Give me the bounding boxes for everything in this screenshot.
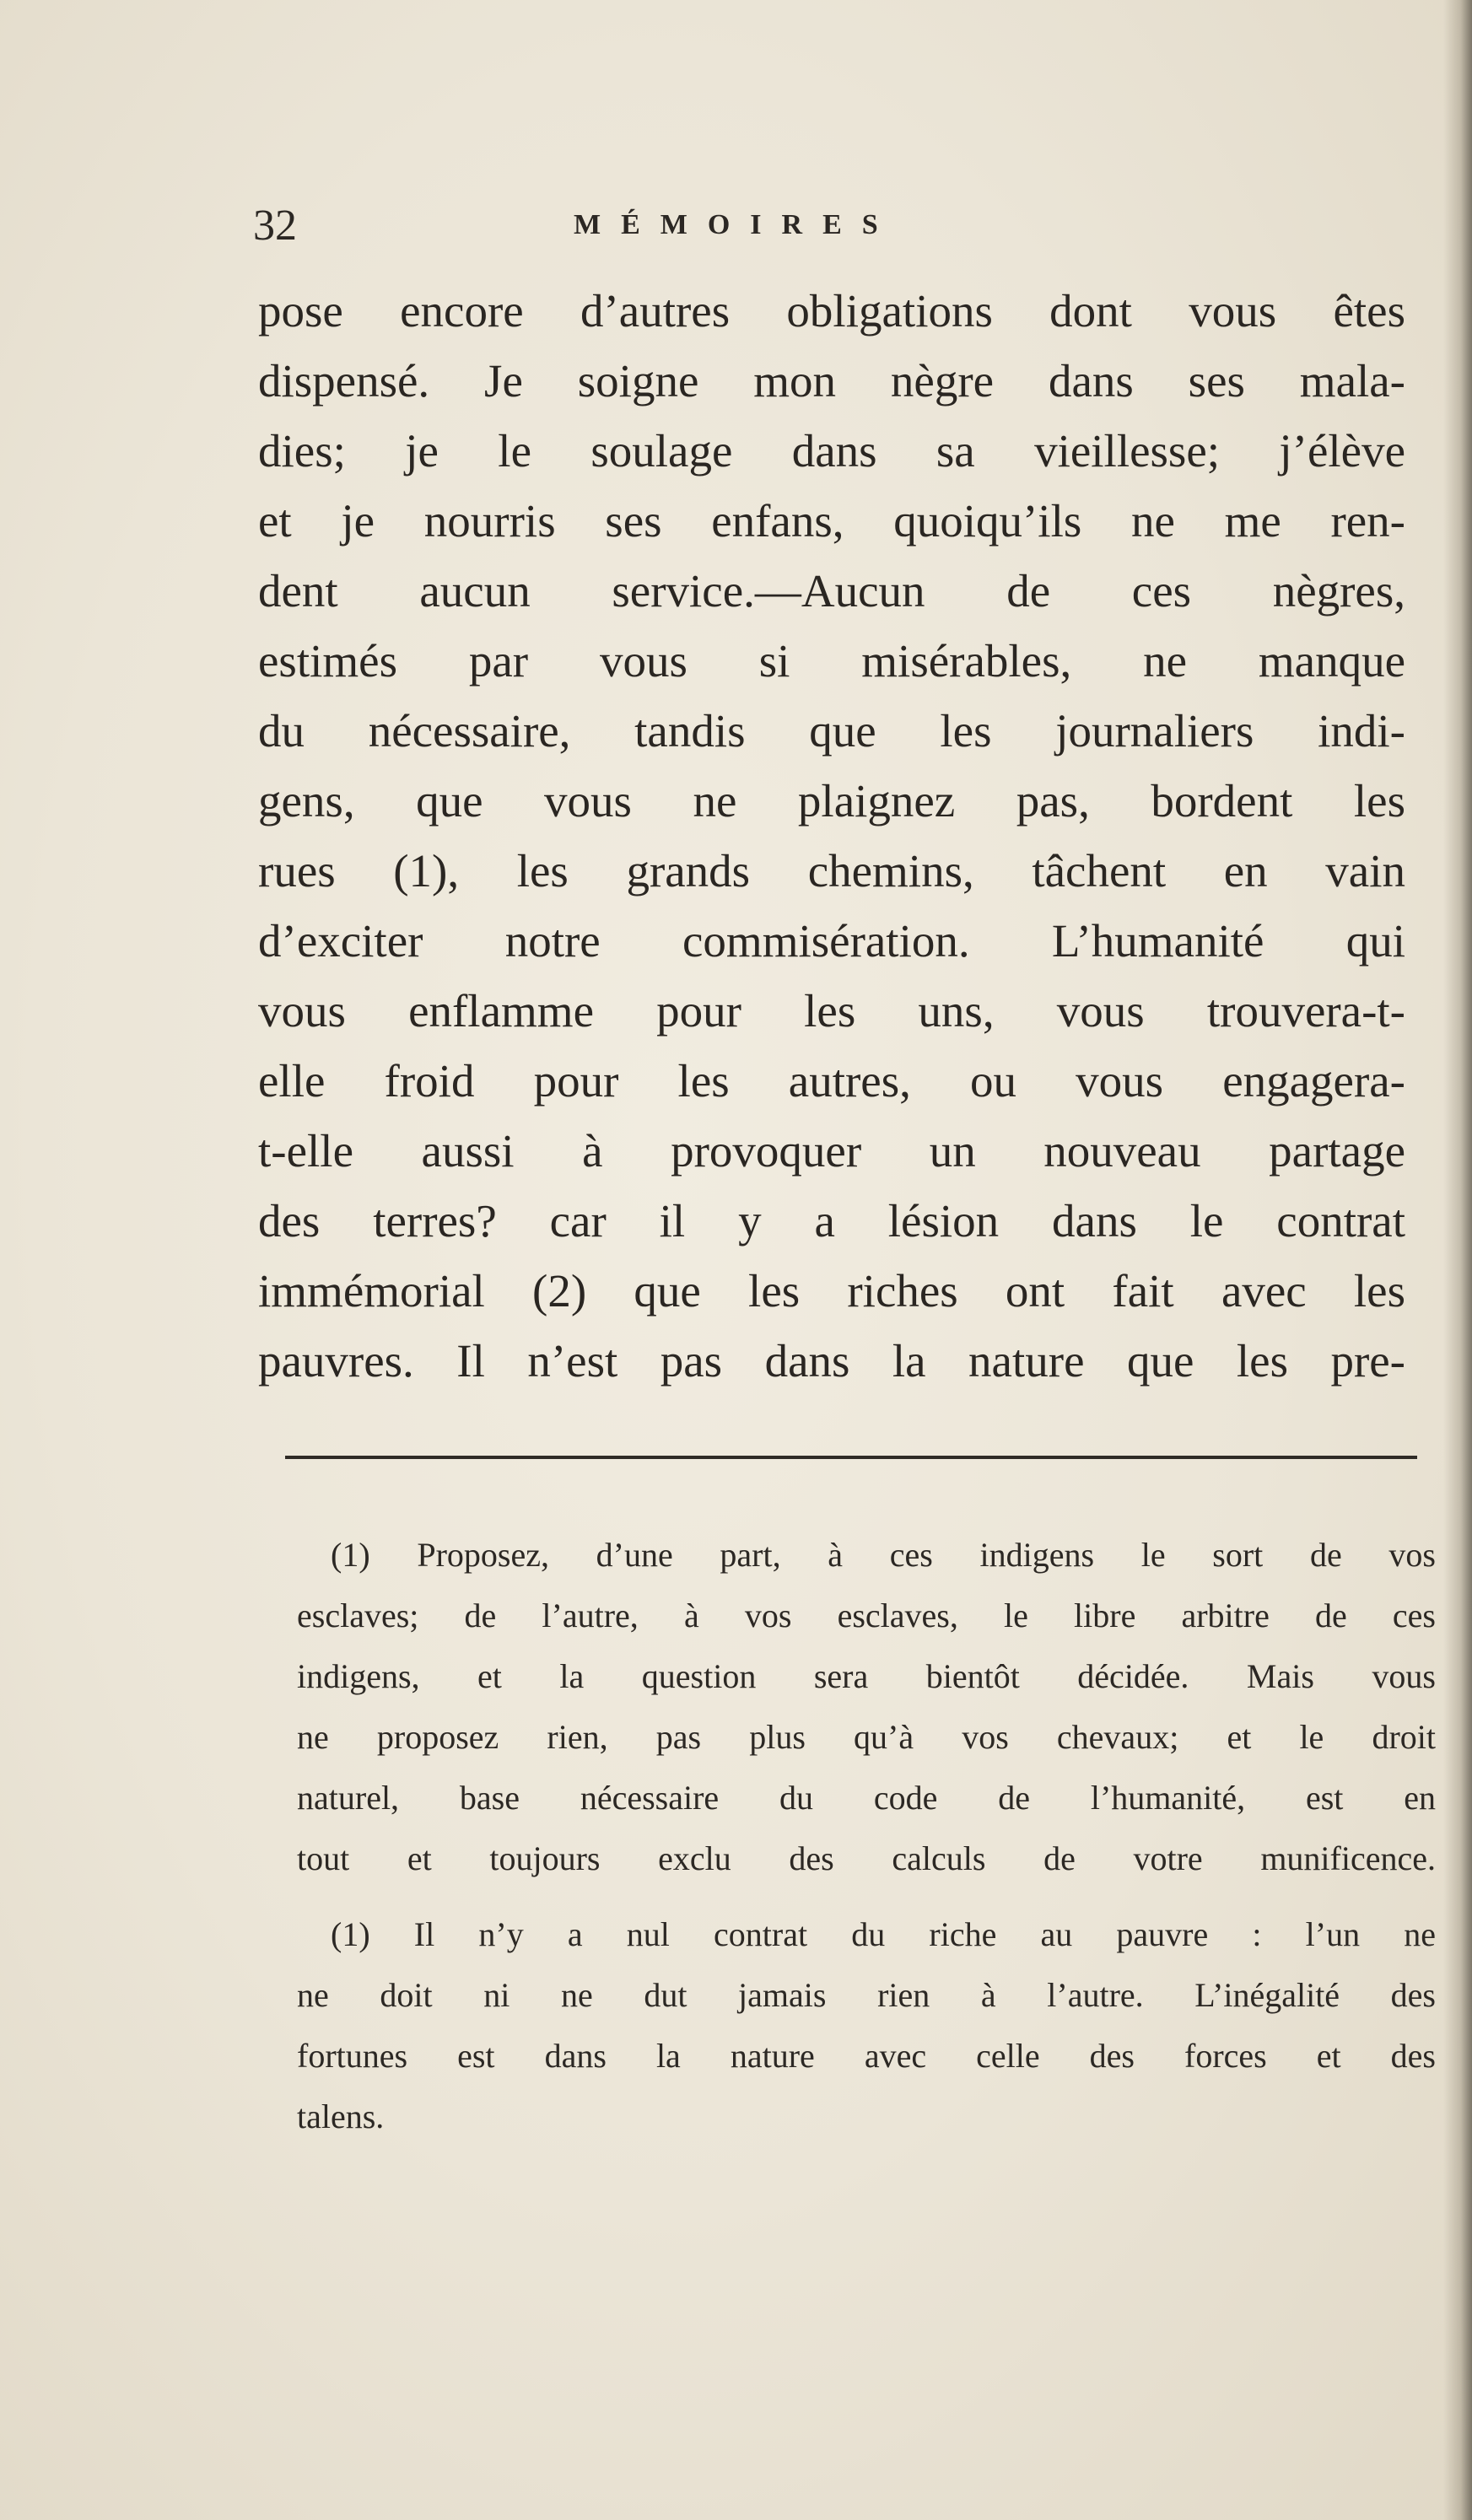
- footnote-line: (1) Proposez, d’une part, à ces indigens le sort de vos: [331, 1536, 1436, 1574]
- text-line: t-elle aussi à provoquer un nouveau partage: [258, 1125, 1405, 1177]
- footnote-line: indigens, et la question sera bientôt décidée. Mais vous: [297, 1657, 1436, 1695]
- running-head: MÉMOIRES: [574, 209, 898, 240]
- text-line: elle froid pour les autres, ou vous engagera-: [258, 1055, 1405, 1107]
- text-line: rues (1), les grands chemins, tâchent en vain: [258, 845, 1405, 897]
- text-line: des terres? car il y a lésion dans le contrat: [258, 1195, 1405, 1247]
- text-line: immémorial (2) que les riches ont fait avec les: [258, 1265, 1405, 1317]
- page-edge-shadow: [1443, 0, 1472, 2520]
- text-line: du nécessaire, tandis que les journaliers indi-: [258, 705, 1405, 757]
- main-text: [258, 276, 1405, 1396]
- footnote-line: talens.: [297, 2097, 385, 2135]
- footnote-1: [297, 1525, 1436, 1889]
- text-line: d’exciter notre commisération. L’humanité qui: [258, 915, 1405, 967]
- text-line: dent aucun service.—Aucun de ces nègres,: [258, 565, 1405, 617]
- text-line: dies; je le soulage dans sa vieillesse; j’élève: [258, 425, 1405, 477]
- text-line: pauvres. Il n’est pas dans la nature que les pre-: [258, 1335, 1405, 1387]
- text-line: pose encore d’autres obligations dont vous êtes: [258, 285, 1405, 337]
- text-line: gens, que vous ne plaignez pas, bordent les: [258, 775, 1405, 827]
- page-header: [253, 201, 1417, 268]
- footnote-rule: [285, 1456, 1417, 1459]
- footnote-2: [297, 1904, 1436, 2147]
- footnote-line: naturel, base nécessaire du code de l’humanité, est en: [297, 1779, 1436, 1817]
- footnote-line: ne doit ni ne dut jamais rien à l’autre. L’inégalité des: [297, 1976, 1436, 2014]
- text-line: dispensé. Je soigne mon nègre dans ses mala-: [258, 355, 1405, 407]
- page-number: 32: [253, 202, 297, 250]
- text-line: et je nourris ses enfans, quoiqu’ils ne me ren-: [258, 495, 1405, 547]
- footnote-line: tout et toujours exclu des calculs de votre munificence.: [297, 1839, 1436, 1877]
- footnote-line: ne proposez rien, pas plus qu’à vos chevaux; et le droit: [297, 1718, 1436, 1756]
- footnotes: [297, 1525, 1436, 2147]
- text-line: estimés par vous si misérables, ne manque: [258, 635, 1405, 687]
- footnote-line: fortunes est dans la nature avec celle des forces et des: [297, 2037, 1436, 2075]
- footnote-line: esclaves; de l’autre, à vos esclaves, le libre arbitre de ces: [297, 1597, 1436, 1634]
- footnote-line: (1) Il n’y a nul contrat du riche au pauvre : l’un ne: [331, 1915, 1436, 1953]
- text-line: vous enflamme pour les uns, vous trouvera-t-: [258, 985, 1405, 1037]
